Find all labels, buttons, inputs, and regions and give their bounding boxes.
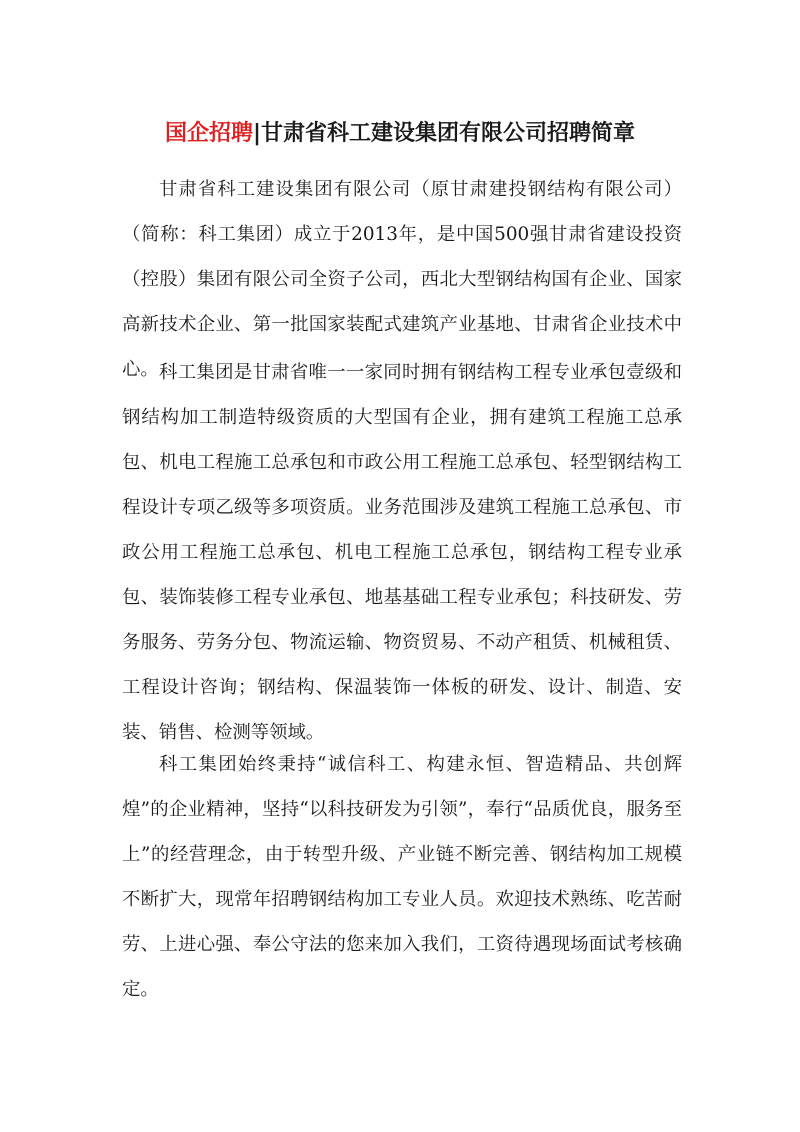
paragraph-recruitment: 科工集团始终秉持“诚信科工、构建永恒、智造精品、共创辉煌”的企业精神，坚持“以科技研发为引领”，奉行“品质优良，服务至上”的经营理念，由于转型升级、产业链不断完善、钢结构加工规模不断扩大，现常年招聘钢结构加工专业人员。欢迎技术熟练、吃苦耐劳、上进心强、奉公守法的您来加入我们，工资待遇现场面试考核确定。: [122, 754, 682, 1000]
title-separator: |: [252, 121, 262, 146]
page-title: [0, 117, 800, 151]
paragraph-company-intro: 甘肃省科工建设集团有限公司（原甘肃建投钢结构有限公司）（简称：科工集团）成立于2013年，是中国500强甘肃省建设投资（控股）集团有限公司全资子公司，西北大型钢结构国有企业、国家高新技术企业、第一批国家装配式建筑产业基地、甘肃省企业技术中心。: [122, 179, 682, 380]
title-main: 甘肃省科工建设集团有限公司招聘简章: [261, 121, 636, 146]
title-tag: 国企招聘: [164, 121, 253, 146]
paragraph-qualifications: 科工集团是甘肃省唯一一家同时拥有钢结构工程专业承包壹级和钢结构加工制造特级资质的大型国有企业，拥有建筑工程施工总承包、机电工程施工总承包和市政公用工程施工总承包、轻型钢结构工程设计专项乙级等多项资质。业务范围涉及建筑工程施工总承包、市政公用工程施工总承包、机电工程施工总承包，钢结构工程专业承包、装饰装修工程专业承包、地基基础工程专业承包；科技研发、劳务服务、劳务分包、物流运输、物资贸易、不动产租赁、机械租赁、工程设计咨询；钢结构、保温装饰一体板的研发、设计、制造、安装、销售、检测等领域。: [122, 362, 682, 743]
